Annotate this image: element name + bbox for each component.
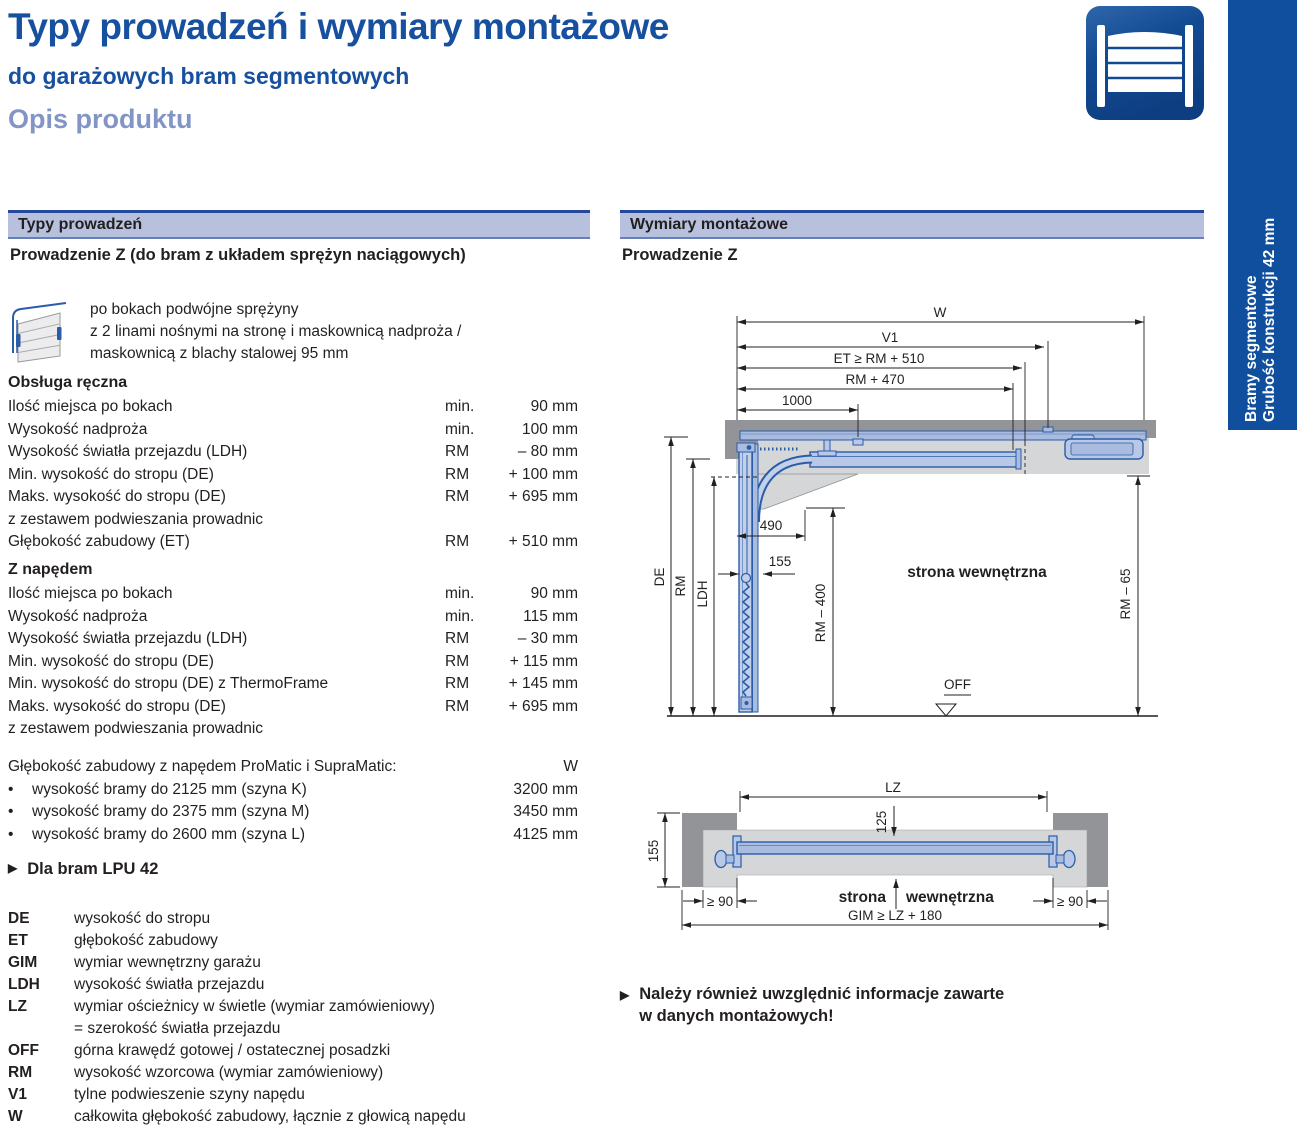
spec-value: – 80 mm bbox=[517, 443, 578, 460]
dim-gim: GIM ≥ LZ + 180 bbox=[847, 908, 943, 923]
item-value: 3450 mm bbox=[513, 803, 578, 820]
track-z-description bbox=[90, 299, 590, 365]
spec-value: 90 mm bbox=[530, 398, 578, 415]
spec-unit: min. bbox=[445, 420, 475, 438]
spec-unit: RM bbox=[445, 488, 470, 505]
page-section-title: Opis produktu bbox=[8, 104, 193, 134]
item-label: wysokość bramy do 2375 mm (szyna M) bbox=[32, 803, 310, 820]
spec-label: Wysokość światła przejazdu (LDH) bbox=[8, 443, 248, 460]
spec-value: + 100 mm bbox=[508, 465, 578, 483]
dim-ge90-left: ≥ 90 bbox=[706, 894, 734, 909]
legend-desc: głębokość zabudowy bbox=[74, 932, 218, 949]
legend-desc: wymiar wewnętrzny garażu bbox=[74, 954, 261, 971]
table-row bbox=[8, 419, 578, 442]
vertical-dimensions bbox=[652, 437, 1150, 716]
dim-lz: LZ bbox=[885, 780, 901, 795]
dim-155: 155 bbox=[768, 554, 792, 569]
dim-1000: 1000 bbox=[781, 393, 813, 408]
spec-value: + 510 mm bbox=[508, 533, 578, 550]
section-bar-mounting-dimensions: Wymiary montażowe bbox=[620, 210, 1204, 239]
mounting-data-note bbox=[620, 984, 1140, 1027]
spec-label: Maks. wysokość do stropu (DE) bbox=[8, 488, 226, 505]
page-subtitle: do garażowych bram segmentowych bbox=[8, 63, 410, 89]
legend-desc: całkowita głębokość zabudowy, łącznie z głowicą napędu bbox=[74, 1108, 466, 1125]
dim-de: DE bbox=[652, 567, 667, 587]
legend-key: W bbox=[8, 1108, 23, 1125]
legend-key: OFF bbox=[8, 1042, 39, 1059]
dim-rm: RM bbox=[673, 575, 688, 597]
bullet-icon: • bbox=[8, 780, 14, 798]
sectional-door-icon bbox=[1085, 5, 1205, 122]
dim-490: 490 bbox=[759, 518, 783, 533]
table-row bbox=[8, 396, 578, 419]
pointer-triangle-icon: ▶ bbox=[8, 861, 18, 875]
spec-label: Min. wysokość do stropu (DE) z ThermoFrame bbox=[8, 675, 329, 692]
floor-level-symbol bbox=[936, 677, 971, 716]
dim-w: W bbox=[933, 305, 947, 320]
plan-section-diagram bbox=[640, 772, 1200, 940]
track-z-heading: Prowadzenie Z (do bram z układem sprężyn naciągowych) bbox=[10, 246, 466, 264]
spec-unit: min. bbox=[445, 398, 475, 415]
spec-label: z zestawem podwieszania prowadnic bbox=[8, 510, 264, 528]
promatic-header bbox=[8, 756, 578, 779]
list-item bbox=[8, 801, 578, 824]
spec-unit: RM bbox=[445, 443, 470, 460]
dim-rm65: RM – 65 bbox=[1118, 568, 1133, 620]
spec-label: Ilość miejsca po bokach bbox=[8, 585, 173, 602]
legend-desc: tylne podwieszenie szyny napędu bbox=[74, 1086, 305, 1103]
intro-line: z 2 linami nośnymi na stronę i maskownicą nadproża / bbox=[90, 323, 462, 340]
legend-key bbox=[8, 1018, 74, 1040]
table-row bbox=[8, 583, 578, 606]
lpu42-note-text: Dla bram LPU 42 bbox=[27, 860, 159, 878]
legend-desc: wysokość światła przejazdu bbox=[74, 976, 265, 993]
legend-key: LDH bbox=[8, 976, 40, 993]
dim-rm470: RM + 470 bbox=[845, 372, 905, 387]
note-text bbox=[639, 984, 1004, 1027]
spec-label: Wysokość światła przejazdu (LDH) bbox=[8, 630, 248, 647]
dim-rm400: RM – 400 bbox=[813, 583, 828, 643]
spec-label: Wysokość nadproża bbox=[8, 420, 148, 438]
spec-unit bbox=[445, 509, 497, 532]
bullet-icon: • bbox=[8, 803, 14, 820]
legend-key: RM bbox=[8, 1064, 33, 1081]
page-title: Typy prowadzeń i wymiary montażowe bbox=[8, 6, 669, 47]
inner-side-word1: strona bbox=[838, 889, 886, 906]
section-bar-track-types: Typy prowadzeń bbox=[8, 210, 590, 239]
spec-unit: RM bbox=[445, 630, 470, 647]
legend-key: V1 bbox=[8, 1086, 27, 1103]
spec-unit bbox=[445, 718, 497, 741]
promatic-header-value: W bbox=[563, 758, 578, 775]
table-row bbox=[8, 441, 578, 464]
abbreviation-legend bbox=[8, 908, 583, 1128]
spec-value: 100 mm bbox=[522, 420, 578, 438]
table-row bbox=[8, 651, 578, 674]
table-row bbox=[8, 696, 578, 719]
spec-value: 115 mm bbox=[523, 607, 578, 625]
spec-value: + 115 mm bbox=[509, 652, 578, 670]
spec-label: Min. wysokość do stropu (DE) bbox=[8, 465, 214, 483]
legend-desc: górna krawędź gotowej / ostatecznej posadzki bbox=[74, 1042, 391, 1059]
inner-side-annotation bbox=[839, 879, 995, 909]
spec-unit: RM bbox=[445, 652, 470, 670]
intro-line: po bokach podwójne sprężyny bbox=[90, 301, 299, 318]
spec-unit: min. bbox=[445, 585, 475, 602]
drive-spec-table bbox=[8, 583, 578, 741]
promatic-block bbox=[8, 756, 578, 846]
dim-125: 125 bbox=[874, 810, 889, 834]
list-item bbox=[8, 824, 578, 847]
manual-spec-table bbox=[8, 396, 578, 554]
dim-155-plan: 155 bbox=[646, 839, 661, 863]
promatic-header-label: Głębokość zabudowy z napędem ProMatic i SupraMatic: bbox=[8, 758, 397, 775]
note-line1: Należy również uwzględnić informacje zawarte bbox=[639, 985, 1005, 1003]
spec-unit: RM bbox=[445, 675, 470, 692]
table-row bbox=[8, 718, 578, 741]
spec-unit: min. bbox=[445, 607, 475, 625]
legend-key: GIM bbox=[8, 954, 38, 971]
table-row bbox=[8, 673, 578, 696]
spec-label: Min. wysokość do stropu (DE) bbox=[8, 652, 214, 670]
spec-value: + 145 mm bbox=[508, 675, 578, 692]
drive-section-title: Z napędem bbox=[8, 561, 93, 578]
spec-label: Ilość miejsca po bokach bbox=[8, 398, 173, 415]
spec-value: + 695 mm bbox=[508, 697, 578, 715]
spec-label: z zestawem podwieszania prowadnic bbox=[8, 720, 264, 737]
table-row bbox=[8, 606, 578, 629]
spec-unit: RM bbox=[445, 697, 470, 715]
pointer-triangle-icon: ▶ bbox=[620, 988, 630, 1002]
off-label: OFF bbox=[944, 677, 971, 692]
legend-desc: wysokość do stropu bbox=[74, 910, 211, 927]
legend-desc: wysokość wzorcowa (wymiar zamówieniowy) bbox=[74, 1064, 384, 1081]
side-section-diagram bbox=[618, 293, 1203, 723]
table-row bbox=[8, 486, 578, 509]
spec-label: Głębokość zabudowy (ET) bbox=[8, 533, 190, 550]
inner-side-label: strona wewnętrzna bbox=[907, 564, 1047, 581]
spec-label: Wysokość nadproża bbox=[8, 607, 148, 625]
spec-value: 90 mm bbox=[530, 585, 578, 602]
edge-tab-line2: Grubość konstrukcji 42 mm bbox=[1260, 217, 1278, 422]
table-row bbox=[8, 464, 578, 487]
item-value: 4125 mm bbox=[513, 825, 578, 843]
bullet-icon: • bbox=[8, 825, 14, 843]
edge-tab-line1: Bramy segmentowe bbox=[1243, 275, 1260, 422]
list-item bbox=[8, 779, 578, 802]
dim-v1: V1 bbox=[881, 330, 899, 345]
item-label: wysokość bramy do 2125 mm (szyna K) bbox=[32, 780, 307, 798]
item-label: wysokość bramy do 2600 mm (szyna L) bbox=[32, 825, 306, 843]
spec-unit: RM bbox=[445, 465, 470, 483]
legend-desc: wymiar ościeżnicy w świetle (wymiar zamówieniowy) bbox=[74, 998, 435, 1015]
table-row bbox=[8, 628, 578, 651]
spec-value bbox=[497, 718, 578, 741]
legend-desc: = szerokość światła przejazdu bbox=[74, 1020, 281, 1037]
inner-side-word2: wewnętrzna bbox=[906, 889, 994, 906]
legend-key: ET bbox=[8, 932, 28, 949]
dim-ge90-right: ≥ 90 bbox=[1056, 894, 1084, 909]
legend-key: LZ bbox=[8, 998, 27, 1015]
dim-et: ET ≥ RM + 510 bbox=[833, 351, 925, 366]
spec-value: – 30 mm bbox=[517, 630, 578, 647]
dim-ldh: LDH bbox=[695, 580, 710, 608]
note-line2: w danych montażowych! bbox=[639, 1006, 834, 1025]
spec-value: + 695 mm bbox=[508, 488, 578, 505]
spec-label: Maks. wysokość do stropu (DE) bbox=[8, 697, 226, 715]
spec-value bbox=[497, 509, 578, 532]
manual-section-title: Obsługa ręczna bbox=[8, 374, 128, 391]
mounting-z-heading: Prowadzenie Z bbox=[622, 246, 738, 264]
lpu42-note bbox=[8, 860, 158, 879]
spec-unit: RM bbox=[445, 533, 470, 550]
edge-tab bbox=[1228, 0, 1297, 430]
item-value: 3200 mm bbox=[513, 780, 578, 798]
table-row bbox=[8, 509, 578, 532]
legend-key: DE bbox=[8, 910, 30, 927]
intro-line: maskownicą z blachy stalowej 95 mm bbox=[90, 345, 349, 362]
table-row bbox=[8, 531, 578, 554]
door-perspective-icon bbox=[8, 296, 72, 364]
